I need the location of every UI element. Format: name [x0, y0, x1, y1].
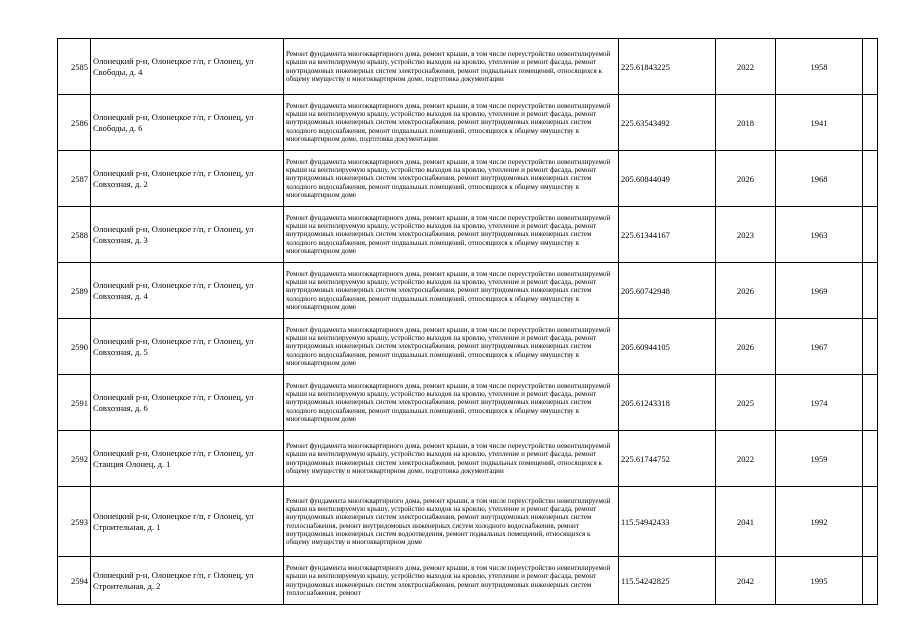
works-text: Ремонт фундамента многоквартирного дома, ремонт крыши, в том числе переустройство невентилируемой крыши на вентилируемую крышу, устройство выходов на кровлю, утепление и ремонт фасада, ремонт внутридомовых инженерных систем электроснабжения, ремонт подвальных помещений, относящихся к общему имуществу в многоквартирном доме, подготовка документации [286, 50, 611, 83]
table-row [58, 151, 878, 207]
table-row [58, 263, 878, 319]
build-year-cell: 1968 [776, 151, 863, 207]
works-cell [284, 95, 619, 151]
works-text: Ремонт фундамента многоквартирного дома, ремонт крыши, в том числе переустройство невентилируемой крыши на вентилируемую крышу, устройство выходов на кровлю, утепление и ремонт фасада, ремонт внутридомовых инженерных систем электроснабжения, ремонт подвальных помещений, относящихся к общему имуществу в многоквартирном доме, подготовка документации [286, 442, 611, 475]
empty-cell [863, 487, 878, 557]
works-cell [284, 557, 619, 605]
address-cell: Олонецкий р-н, Олонецкое г/п, г Олонец, ул Свободы, д. 4 [91, 39, 284, 95]
cost-cell: 205.60742948 [619, 263, 716, 319]
table-row [58, 375, 878, 431]
cost-cell: 205.61243318 [619, 375, 716, 431]
cost-cell: 115.54242825 [619, 557, 716, 605]
repair-year-cell: 2042 [716, 557, 776, 605]
works-text: Ремонт фундамента многоквартирного дома, ремонт крыши, в том числе переустройство невентилируемой крыши на вентилируемую крышу, устройство выходов на кровлю, утепление и ремонт фасада, ремонт внутридомовых инженерных систем электроснабжения, ремонт внутридомовых инженерных систем холодного водоснабжения, ремонт подвальных помещений, относящихся к общему имуществу в многоквартирном доме [286, 326, 611, 367]
cost-cell: 225.61744752 [619, 431, 716, 487]
table-row [58, 557, 878, 605]
empty-cell [863, 39, 878, 95]
empty-cell [863, 557, 878, 605]
row-number: 2586 [58, 95, 91, 151]
cost-cell: 205.60944105 [619, 319, 716, 375]
row-number: 2587 [58, 151, 91, 207]
works-cell [284, 375, 619, 431]
empty-cell [863, 207, 878, 263]
cost-cell: 225.63543492 [619, 95, 716, 151]
row-number: 2594 [58, 557, 91, 605]
row-number: 2585 [58, 39, 91, 95]
row-number: 2592 [58, 431, 91, 487]
address-cell: Олонецкий р-н, Олонецкое г/п, г Олонец, ул Совхозная, д. 6 [91, 375, 284, 431]
address-cell: Олонецкий р-н, Олонецкое г/п, г Олонец, ул Совхозная, д. 5 [91, 319, 284, 375]
registry-table [57, 38, 878, 605]
works-cell [284, 263, 619, 319]
repair-year-cell: 2026 [716, 263, 776, 319]
cost-cell: 205.60844049 [619, 151, 716, 207]
works-text: Ремонт фундамента многоквартирного дома, ремонт крыши, в том числе переустройство невентилируемой крыши на вентилируемую крышу, устройство выходов на кровлю, утепление и ремонт фасада, ремонт внутридомовых инженерных систем электроснабжения, ремонт внутридомовых инженерных систем холодного водоснабжения, ремонт подвальных помещений, относящихся к общему имуществу в многоквартирном доме [286, 270, 611, 311]
empty-cell [863, 151, 878, 207]
build-year-cell: 1941 [776, 95, 863, 151]
table-row [58, 431, 878, 487]
row-number: 2589 [58, 263, 91, 319]
build-year-cell: 1974 [776, 375, 863, 431]
repair-year-cell: 2025 [716, 375, 776, 431]
table-row [58, 95, 878, 151]
row-number: 2593 [58, 487, 91, 557]
empty-cell [863, 263, 878, 319]
works-text: Ремонт фундамента многоквартирного дома, ремонт крыши, в том числе переустройство невентилируемой крыши на вентилируемую крышу, устройство выходов на кровлю, утепление и ремонт фасада, ремонт внутридомовых инженерных систем электроснабжения, ремонт внутридомовых инженерных систем холодного водоснабжения, ремонт подвальных помещений, относящихся к общему имуществу в многоквартирном доме, подготовка документации [286, 102, 611, 143]
build-year-cell: 1967 [776, 319, 863, 375]
build-year-cell: 1958 [776, 39, 863, 95]
table-row [58, 39, 878, 95]
empty-cell [863, 375, 878, 431]
repair-year-cell: 2026 [716, 319, 776, 375]
build-year-cell: 1963 [776, 207, 863, 263]
repair-year-cell: 2023 [716, 207, 776, 263]
works-cell [284, 487, 619, 557]
address-cell: Олонецкий р-н, Олонецкое г/п, г Олонец, ул Свободы, д. 6 [91, 95, 284, 151]
repair-year-cell: 2018 [716, 95, 776, 151]
works-text: Ремонт фундамента многоквартирного дома, ремонт крыши, в том числе переустройство невентилируемой крыши на вентилируемую крышу, устройство выходов на кровлю, утепление и ремонт фасада, ремонт внутридомовых инженерных систем электроснабжения, ремонт внутридомовых инженерных систем холодного водоснабжения, ремонт подвальных помещений, относящихся к общему имуществу в многоквартирном доме [286, 158, 611, 199]
works-cell [284, 151, 619, 207]
works-cell [284, 207, 619, 263]
registry-table-body [58, 39, 878, 605]
works-cell [284, 319, 619, 375]
works-cell [284, 39, 619, 95]
table-row [58, 319, 878, 375]
works-text: Ремонт фундамента многоквартирного дома, ремонт крыши, в том числе переустройство невентилируемой крыши на вентилируемую крышу, устройство выходов на кровлю, утепление и ремонт фасада, ремонт внутридомовых инженерных систем электроснабжения, ремонт внутридомовых инженерных систем теплоснабжения, ремонт внутридомовых инженерных систем холодного водоснабжения, ремонт внутридомовых инженерных систем водоотведения, ремонт подвальных помещений, относящихся к общему имуществу в многоквартирном доме [286, 497, 611, 546]
repair-year-cell: 2022 [716, 39, 776, 95]
empty-cell [863, 319, 878, 375]
address-cell: Олонецкий р-н, Олонецкое г/п, г Олонец, ул Станция Олонец, д. 1 [91, 431, 284, 487]
row-number: 2591 [58, 375, 91, 431]
build-year-cell: 1969 [776, 263, 863, 319]
table-row [58, 487, 878, 557]
build-year-cell: 1992 [776, 487, 863, 557]
build-year-cell: 1959 [776, 431, 863, 487]
empty-cell [863, 431, 878, 487]
cost-cell: 225.61843225 [619, 39, 716, 95]
row-number: 2588 [58, 207, 91, 263]
repair-year-cell: 2022 [716, 431, 776, 487]
row-number: 2590 [58, 319, 91, 375]
works-text: Ремонт фундамента многоквартирного дома, ремонт крыши, в том числе переустройство невентилируемой крыши на вентилируемую крышу, устройство выходов на кровлю, утепление и ремонт фасада, ремонт внутридомовых инженерных систем электроснабжения, ремонт внутридомовых инженерных систем холодного водоснабжения, ремонт подвальных помещений, относящихся к общему имуществу в многоквартирном доме [286, 382, 611, 423]
works-text: Ремонт фундамента многоквартирного дома, ремонт крыши, в том числе переустройство невентилируемой крыши на вентилируемую крышу, устройство выходов на кровлю, утепление и ремонт фасада, ремонт внутридомовых инженерных систем электроснабжения, ремонт внутридомовых инженерных систем теплоснабжения, ремонт [286, 564, 611, 597]
cost-cell: 225.61344167 [619, 207, 716, 263]
works-text: Ремонт фундамента многоквартирного дома, ремонт крыши, в том числе переустройство невентилируемой крыши на вентилируемую крышу, устройство выходов на кровлю, утепление и ремонт фасада, ремонт внутридомовых инженерных систем электроснабжения, ремонт внутридомовых инженерных систем холодного водоснабжения, ремонт подвальных помещений, относящихся к общему имуществу в многоквартирном доме [286, 214, 611, 255]
repair-year-cell: 2026 [716, 151, 776, 207]
address-cell: Олонецкий р-н, Олонецкое г/п, г Олонец, ул Совхозная, д. 4 [91, 263, 284, 319]
build-year-cell: 1995 [776, 557, 863, 605]
address-cell: Олонецкий р-н, Олонецкое г/п, г Олонец, ул Строительная, д. 2 [91, 557, 284, 605]
empty-cell [863, 95, 878, 151]
cost-cell: 115.54942433 [619, 487, 716, 557]
address-cell: Олонецкий р-н, Олонецкое г/п, г Олонец, ул Совхозная, д. 2 [91, 151, 284, 207]
address-cell: Олонецкий р-н, Олонецкое г/п, г Олонец, ул Совхозная, д. 3 [91, 207, 284, 263]
address-cell: Олонецкий р-н, Олонецкое г/п, г Олонец, ул Строительная, д. 1 [91, 487, 284, 557]
repair-year-cell: 2041 [716, 487, 776, 557]
works-cell [284, 431, 619, 487]
table-row [58, 207, 878, 263]
